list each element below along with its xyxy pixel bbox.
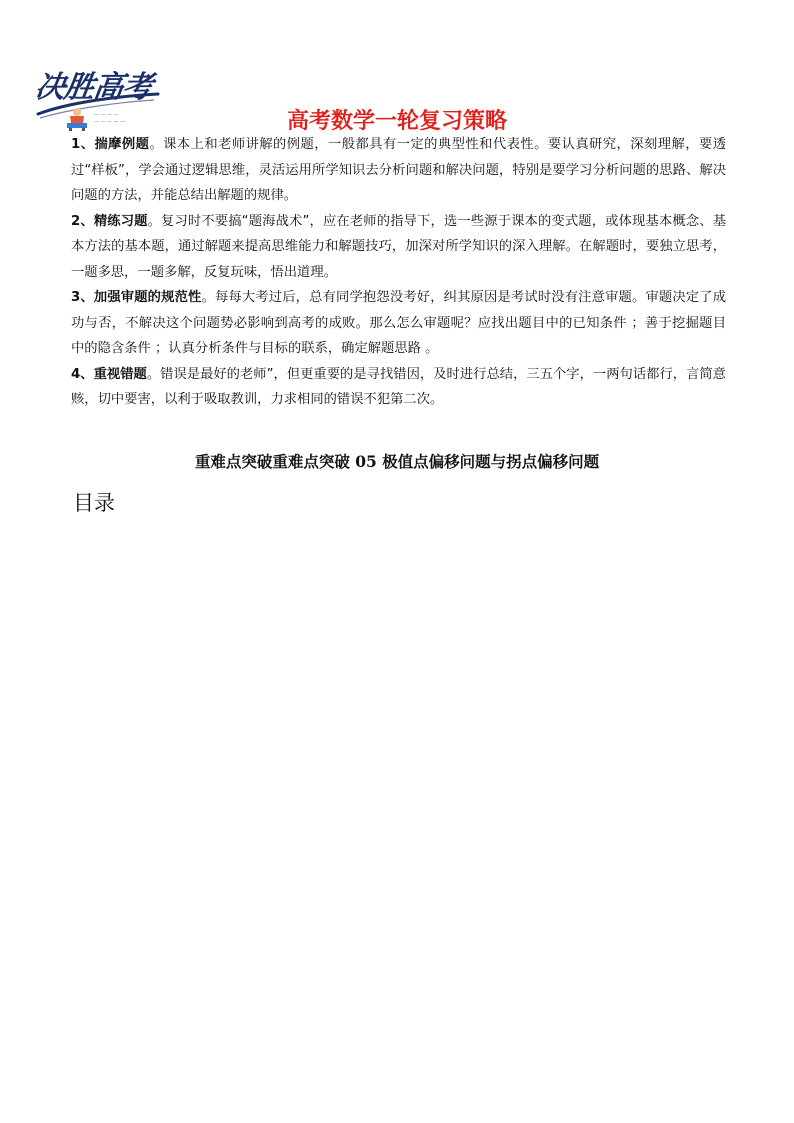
logo-wordmark: 决胜高考: [33, 70, 154, 105]
page-title: 高考数学一轮复习策略: [286, 109, 507, 134]
strategy-lead: 精练习题: [93, 213, 148, 229]
strategy-item: [71, 362, 726, 413]
strategy-body: 。每每大考过后，总有同学抱怨没考好，纠其原因是考试时没有注意审题。审题决定了成功与否，不解决这个问题势必影响到高考的成败。那么怎么审题呢？应找出题目中的已知条件 ；善于挖掘题目中的隐含条件 ；认真分析条件与目标的联系，确定解题思路 。: [71, 290, 727, 356]
strategy-list: [71, 132, 726, 413]
strategy-number: 4、: [71, 366, 94, 382]
section-heading: 重难点突破重难点突破 05 极值点偏移问题与拐点偏移问题: [194, 452, 600, 471]
strategy-lead: 揣摩例题: [94, 137, 150, 152]
logo-tagline-decoration: — — — — — — — — —: [94, 112, 126, 125]
strategy-body: 。课本上和老师讲解的例题，一般都具有一定的典型性和代表性。要认真研究，深刻理解，要透过“样板”，学会通过逻辑思维，灵活运用所学知识去分析问题和解决问题，特别是要学习分析问题的思路、解决问题的方法，并能总结出解题的规律。: [71, 137, 727, 203]
toc-heading: 目录: [73, 491, 115, 515]
strategy-body: 。复习时不要搞“题海战术”，应在老师的指导下，选一些源于课本的变式题，或体现基本概念、基本方法的基本题，通过解题来提高思维能力和解题技巧，加深对所学知识的深入理解。在解题时，要独立思考，一题多思，一题多解，反复玩味，悟出道理。: [71, 213, 726, 280]
strategy-body: 。错误是最好的老师”，但更重要的是寻找错因，及时进行总结，三五个字，一两句话都行，言简意赅，切中要害，以利于吸取教训，力求相同的错误不犯第二次。: [71, 366, 727, 407]
strategy-number: 2、: [71, 213, 94, 229]
strategy-number: 1、: [71, 137, 95, 152]
strategy-item: [71, 209, 726, 286]
strategy-item: [71, 132, 726, 209]
strategy-number: 3、: [71, 290, 94, 305]
strategy-lead: 重视错题: [93, 366, 147, 382]
strategy-item: [71, 285, 726, 362]
strategy-lead: 加强审题的规范性: [93, 290, 202, 305]
